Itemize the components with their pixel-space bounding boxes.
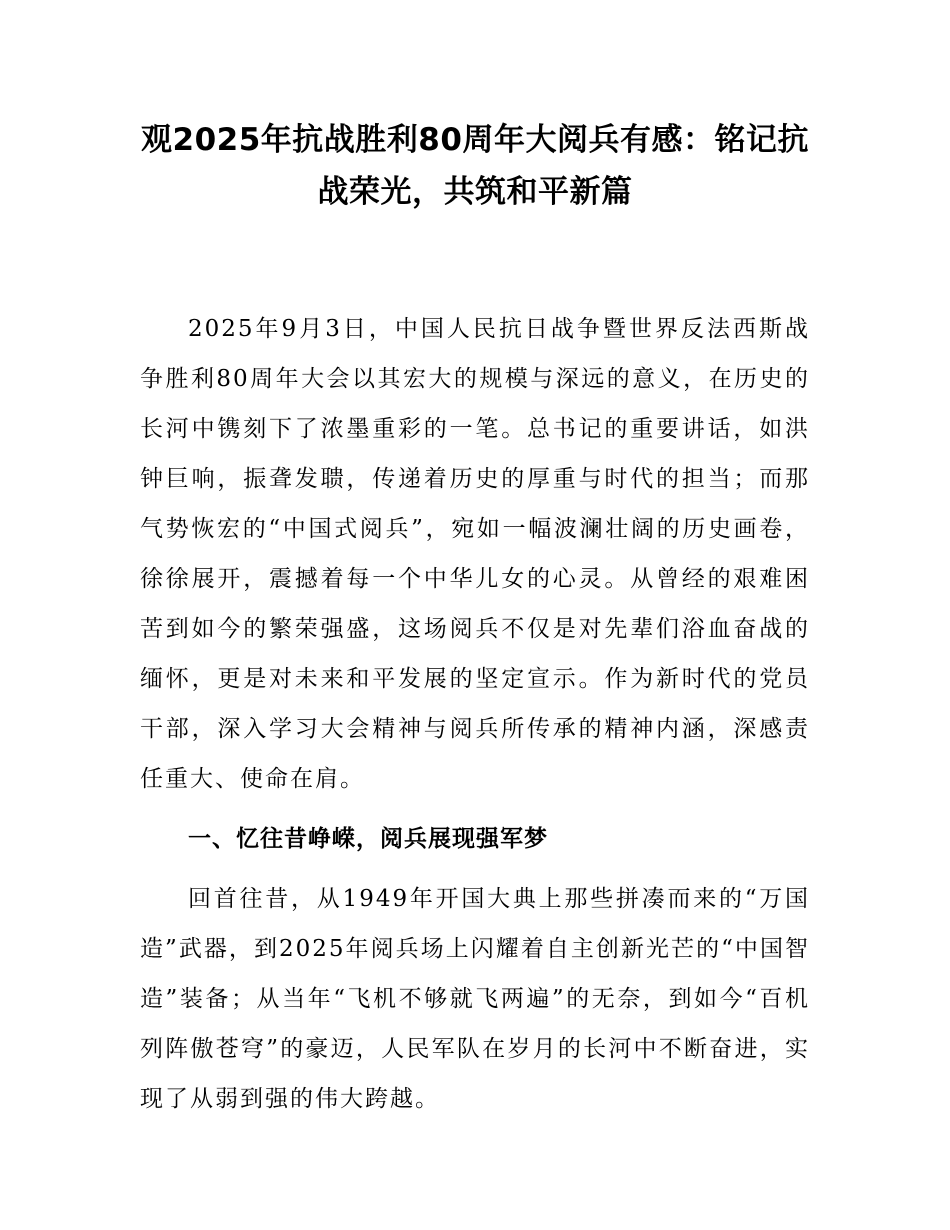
intro-paragraph: 2025年9月3日，中国人民抗日战争暨世界反法西斯战争胜利80周年大会以其宏大的规模与深远的意义，在历史的长河中镌刻下了浓墨重彩的一笔。总书记的重要讲话，如洪钟巨响，振聋发聩，传递着历史的厚重与时代的担当；而那气势恢宏的“中国式阅兵”，宛如一幅波澜壮阔的历史画卷，徐徐展开，震撼着每一个中华儿女的心灵。从曾经的艰难困苦到如今的繁荣强盛，这场阅兵不仅是对先辈们浴血奋战的缅怀，更是对未来和平发展的坚定宣示。作为新时代的党员干部，深入学习大会精神与阅兵所传承的精神内涵，深感责任重大、使命在肩。 bbox=[140, 316, 810, 792]
section-heading: 一、忆往昔峥嵘，阅兵展现强军梦 bbox=[188, 826, 548, 852]
document-title: 观2025年抗战胜利80周年大阅兵有感：铭记抗战荣光，共筑和平新篇 bbox=[141, 122, 809, 210]
section-paragraph: 回首往昔，从1949年开国大典上那些拼凑而来的“万国造”武器，到2025年阅兵场上闪耀着自主创新光芒的“中国智造”装备；从当年“飞机不够就飞两遍”的无奈，到如今“百机列阵傲苍穹”的豪迈，人民军队在岁月的长河中不断奋进，实现了从弱到强的伟大跨越。 bbox=[140, 886, 810, 1112]
